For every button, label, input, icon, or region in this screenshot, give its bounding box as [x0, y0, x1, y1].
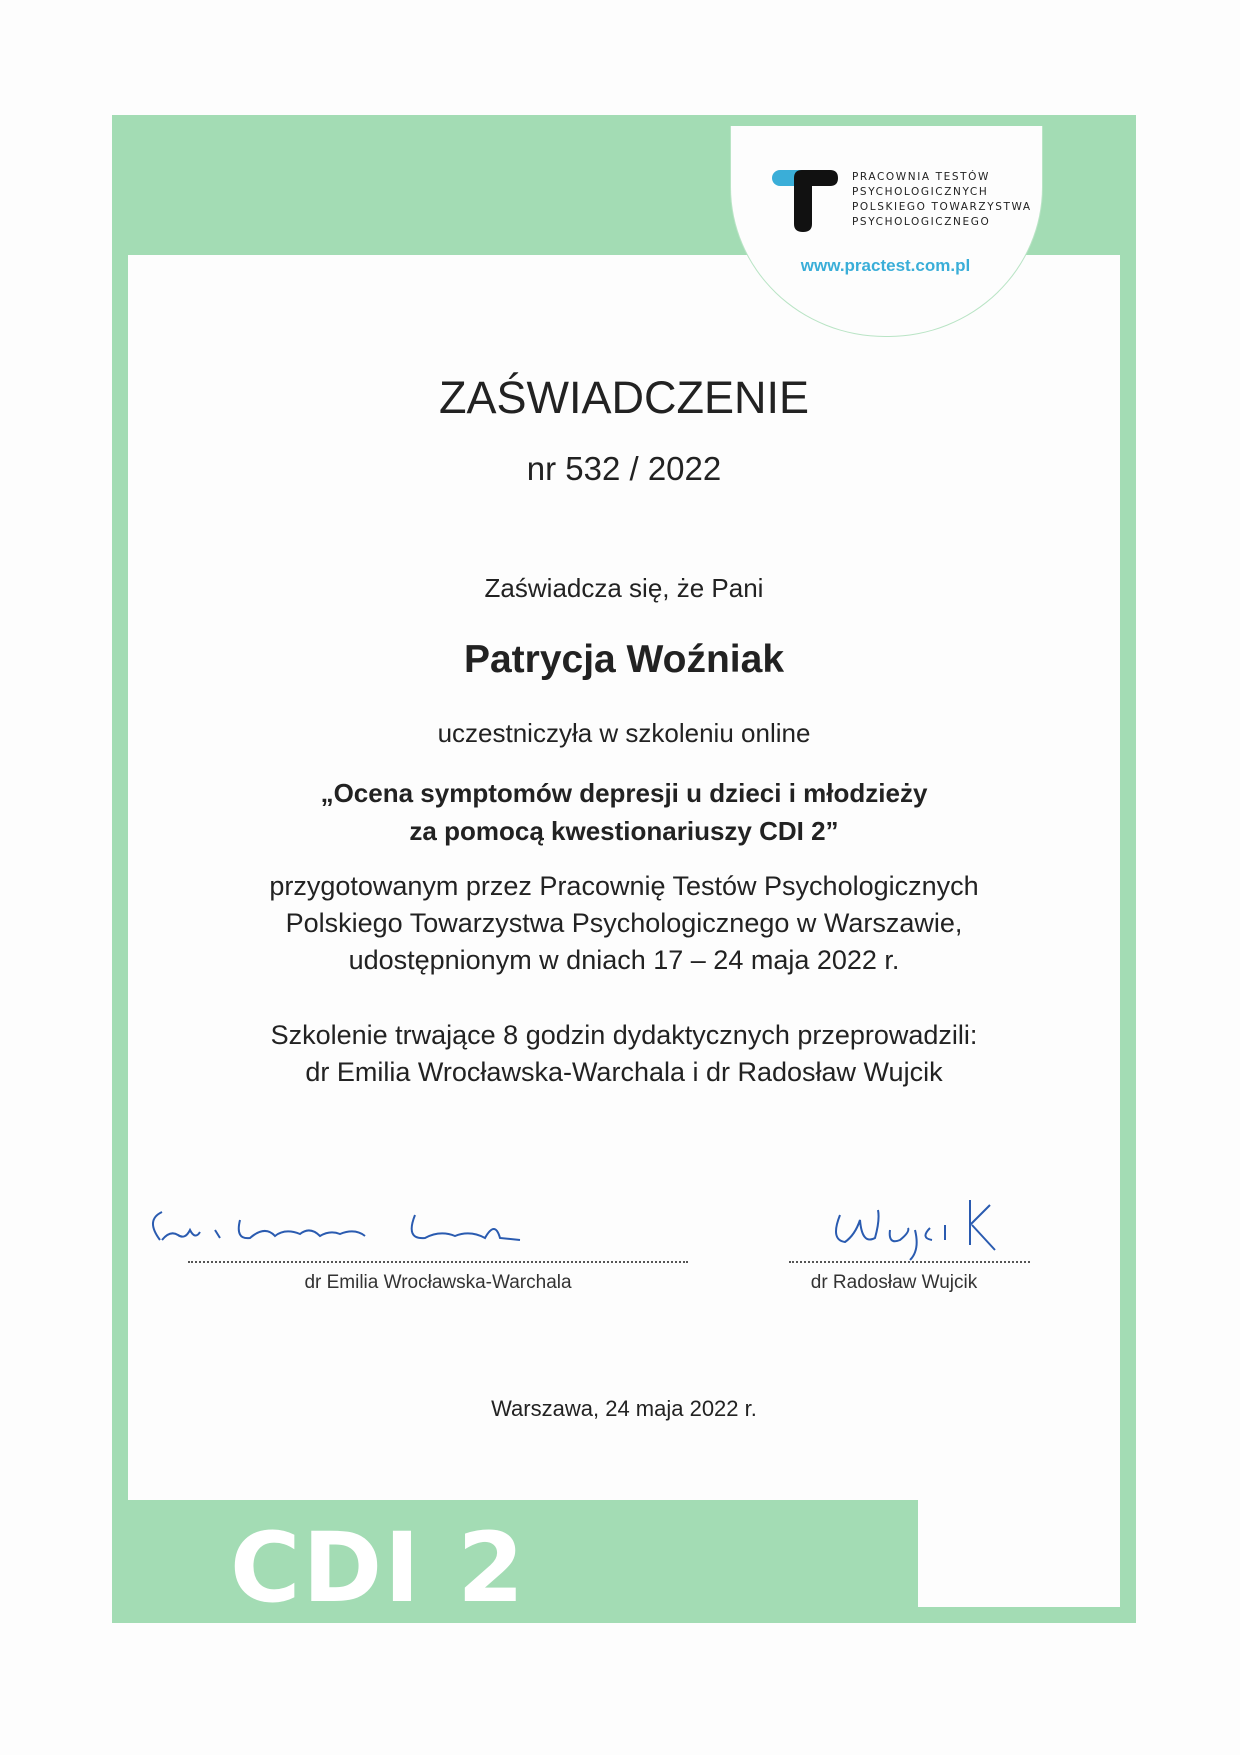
ptp-logo-icon: [772, 170, 838, 232]
signature-line-left: [188, 1261, 688, 1263]
organizer-line: przygotowanym przez Pracownię Testów Psychologicznych: [269, 871, 979, 901]
course-title-line: „Ocena symptomów depresji u dzieci i młodzieży: [320, 778, 928, 808]
trainers-line: dr Emilia Wrocławska-Warchala i dr Radosław Wujcik: [305, 1057, 943, 1087]
recipient-name: Patrycja Woźniak: [463, 638, 785, 681]
cdi-badge: CDI 2: [230, 1512, 527, 1624]
logo-line: PSYCHOLOGICZNYCH: [852, 186, 989, 198]
logo-line: PSYCHOLOGICZNEGO: [852, 216, 991, 228]
logo-line: PRACOWNIA TESTÓW: [852, 171, 991, 183]
signature-label-right: dr Radosław Wujcik: [810, 1272, 978, 1293]
course-title-line: za pomocą kwestionariuszy CDI 2”: [409, 816, 839, 846]
certificate-number: nr 532 / 2022: [526, 450, 722, 487]
intro-text: Zaświadcza się, że Pani: [484, 573, 764, 603]
website-link[interactable]: www.practest.com.pl: [800, 256, 971, 275]
signature-right-image: [820, 1190, 1020, 1270]
organizer-text: [128, 868, 1120, 979]
bottom-white-area: [918, 1500, 1120, 1607]
organizer-line: Polskiego Towarzystwa Psychologicznego w Warszawie,: [285, 908, 963, 938]
signature-left-image: [140, 1200, 700, 1264]
organizer-line: udostępnionym w dniach 17 – 24 maja 2022 r.: [348, 945, 900, 975]
certificate-title: ZAŚWIADCZENIE: [438, 372, 810, 423]
trainers-line: Szkolenie trwające 8 godzin dydaktycznych przeprowadzili:: [270, 1020, 978, 1050]
course-title: [128, 774, 1120, 850]
participation-text: uczestniczyła w szkoleniu online: [437, 718, 811, 748]
trainers-text: [128, 1017, 1120, 1091]
place-date: Warszawa, 24 maja 2022 r.: [491, 1396, 757, 1421]
signature-line-right: [789, 1261, 1030, 1263]
logo-line: POLSKIEGO TOWARZYSTWA: [852, 201, 1032, 213]
logo-text: [852, 170, 1032, 230]
signature-label-left: dr Emilia Wrocławska-Warchala: [304, 1272, 572, 1293]
